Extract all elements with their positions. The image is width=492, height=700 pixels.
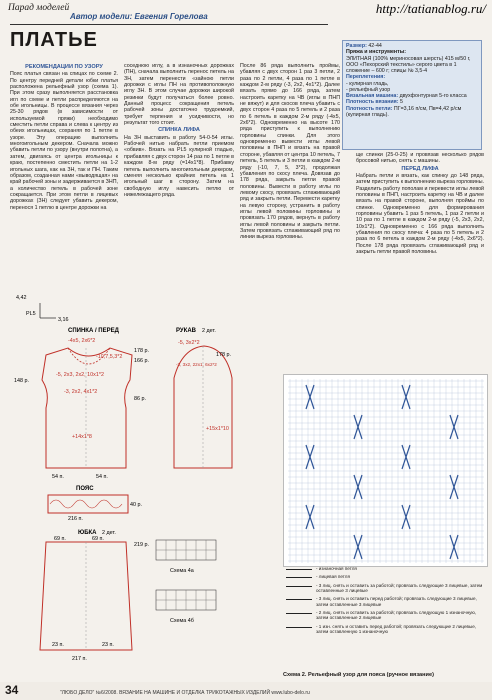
stitch-1: - кулирная гладь, <box>346 80 389 87</box>
stitch-label: Переплетения: <box>346 74 386 81</box>
scheme4b-lines <box>156 590 216 610</box>
belt-cable <box>50 500 122 508</box>
yarn-label: Пряжа и инструменты: <box>346 49 407 56</box>
bf-note-neck-back: -10,7,5,3*2 <box>96 354 123 360</box>
sleeve-note-cap: -3, 3x2, 22x1, 6x2*2 <box>176 362 217 367</box>
stitch-density-label: Плотность петли: <box>346 105 393 112</box>
legend-text: - 3 лиц. снять и оставить за работой; провязать следующие 3 лицевые, затем оставленные 3 лицевые <box>316 582 483 593</box>
column-armholes <box>240 63 340 375</box>
legend-symbol <box>286 566 312 570</box>
legend-row <box>286 583 486 593</box>
machine-value: двухфонтурная 5-го класса <box>399 93 467 99</box>
page-title: ПЛАТЬЕ <box>10 29 98 51</box>
sleeve-note-side: +15x1*10 <box>206 426 229 432</box>
heading-back-bodice: СПИНКА ЛИФА <box>158 127 200 134</box>
bf-row-86: 86 р. <box>134 396 146 402</box>
sleeve-count: 2 дет. <box>202 328 216 334</box>
ruler-label-2: PL5 <box>26 311 36 317</box>
skirt-bottom-right: 23 п. <box>102 642 114 648</box>
bf-row-178: 178 р. <box>134 348 149 354</box>
legend-row <box>286 574 486 579</box>
bf-note-side: +14x1*8 <box>72 434 92 440</box>
back-bodice-text: На ЗН выставить в работу 54-0-54 иглы. Рабочей нитью набрать петли приемом «обвив». Вязать на PL5 кулирной гладью, прибавляя с двух сторон 14 раз по 1 петле в каждом 8-м ряду (=14x1*8). Прибавку петель выполнить многоигольным декером, сменяя несколько крайних петель на 1 игольный шаг в сторону. Затем на свободную иглу навесить петлю от нижележащего ряда. <box>124 134 234 198</box>
recommendations-text: Пояс платья связан на спицах по схеме 2. По центру передней детали юбки платья расположена рельефный узор (схема 1). При этом сразу выполняется расстановка игл по схеме и петли распределяются на обе игольницы. В процессе вязания через 25-30 рядов (в зависимости от используемой пряжи) необходимо сместить петли справа и слева к центру из обеих игольницах, сохраняя по 1 петле в узоре. Эту операцию выполнить многоигольным декером. Сначала можно убавить петли по узору (внутри полотна), а затем, двигаясь от центра игольницы к краю, постепенно сместить петли на 1-2 игольных шага, как на ЗН, так и ПН. Таким образом, созданная нами «выводящая» на край рабочей зоны и задерживается в ЗНП, а количество петель в рабочей зоне сокращается. При этом петли в лицевых дорожках (ЗН) следует убавить декером, перенося 1 петлю в центре дорожки на <box>10 71 118 211</box>
bf-row-166: 166 р. <box>134 358 149 364</box>
bf-width-right: 54 п. <box>96 474 108 480</box>
sleeve-row-178: 178 р. <box>216 352 231 358</box>
label-belt: ПОЯС <box>76 486 94 492</box>
legend-text: - 3 лиц. снять и оставить перед работой; провязать следующие 3 лицевые, затем оставленные 3 лицевые <box>316 596 477 607</box>
skirt-top-left: 69 п. <box>54 536 66 542</box>
legend-symbol <box>286 596 312 600</box>
legend-row <box>286 624 486 634</box>
belt-width: 216 п. <box>68 516 83 522</box>
scheme2-legend <box>286 566 486 668</box>
density-value: 5 <box>400 99 403 106</box>
scheme2-chart <box>283 374 488 567</box>
machine-label: Вязальная машина: <box>346 93 399 99</box>
skirt-top-right: 69 п. <box>92 536 104 542</box>
legend-row <box>286 566 486 571</box>
legend-row <box>286 610 486 620</box>
stitch-density-value: ПГ=3,16 п/см, Пв=4,42 р/см (кулирная гладь). <box>346 105 462 118</box>
legend-symbol <box>286 574 312 578</box>
scheme4a-label: Схема 4а <box>170 568 194 574</box>
skirt-count: 2 дет. <box>102 530 116 536</box>
scheme2-cells <box>288 379 484 563</box>
size-value: 42-44 <box>368 43 382 49</box>
armholes-text: После 86 ряда выполнить проймы, убавляя с двух сторон 1 раз 3 петли, 2 раза по 2 петли, 4 раза по 1 петле в каждом 2-м ряду (-3, 2x2, 4x1*2). Далее вязать прямо до 166 ряда, затем настроить каретку на ЧВ (иглы в ПНП не вяжут) и для скосов плеча убавить с двух сторон 4 раза по 5 петель и 2 раза по 6 петель в каждом 2-м ряду (-4x5, 2x6*2). Одновременно на высоте 170 ряда приступить к выполнению горловины спинки. Для этого одновременно вывести иглы левой половины в ПНП и вязать на правой стороне, убавляя от центра 10 петель, 7 петель, 5 петель и 3 петли в каждом 2-м ряду (-10, 7, 5, 3*2), продолжая убавления по скосу плеча. Довязав до 178 ряда, закрыть петли правой половины. Вывести в работу иглы по левому скосу, провязать сглаживающий ряд и закрыть петли. Перевести каретку на левую сторону, устранить в работу иглы левой половины горловины и провязать 170 рядов, вернуть в работу иглы левой половины и закрыть петли. Затем провязать сглаживающий ряд по линии выреза горловины. <box>240 63 340 241</box>
label-skirt: ЮБКА <box>78 530 97 536</box>
bf-width-left: 54 п. <box>52 474 64 480</box>
footer-text: "ЛЮБО ДЕЛО" №6/2008. ВЯЗАНИЕ НА МАШИНЕ И ОТДЕЛКА ТРИКОТАЖНЫХ ИЗДЕЛИЙ www.lubo-delo.ru <box>60 690 310 696</box>
density-label: Плотность вязания: <box>346 99 399 106</box>
front-intro-text: ще спинки (25-0-25) и провязав несколько рядов бросовой нитью, снять с машины. <box>356 152 484 165</box>
ruler-label-1: 4,42 <box>16 295 27 301</box>
continued-text: соседнюю иглу, а в изнаночных дорожках (ПН), сначала выполнить перенос петель на ЗН, затем перенести «зайною петли дорожки с иглы ПН на противоположную иглу ЗН. В этом случае дорожки широкой резинки будут получаться более ровно. Данный процесс сокращения петель рабочей зоны достаточно трудоемкий, требует терпения и усидчивости, но результат того стоит. <box>124 63 234 127</box>
legend-text: - изнаночная петля <box>316 566 357 571</box>
label-back-front: СПИНКА / ПЕРЕД <box>68 328 119 334</box>
belt-outline <box>48 495 128 513</box>
skirt-bottom-left: 23 п. <box>52 642 64 648</box>
back-front-outline <box>42 348 132 468</box>
scheme4a-lines <box>156 540 216 560</box>
stitch-2: - рельефный узор <box>346 86 391 93</box>
yarn-value: ЭЛИТНАЯ (100% мериносовая шерсть) 415 м/50 г, ООО «Пехорский текстиль» серого цвета в 1 сложение – 600 г; спицы № 3,5-4 <box>346 55 471 74</box>
site-url-watermark[interactable]: http://tatianablog.ru/ <box>375 1 486 16</box>
legend-row <box>286 596 486 606</box>
section-title: Парад моделей <box>8 3 70 13</box>
scheme2-grid <box>284 375 489 568</box>
front-bodice-text: Набрать петли и вязать, как спинку до 148 ряда, затем приступить к выполнению выреза горловины. Разделить работу пополам и перевести иглы левой половины в ПНП, настроить каретку на ЧВ и далее вязать на правой стороне, выполняя проймы по спинке. Одновременно для формирования горловины убавить 1 раз 5 петель, 1 раз 2 петли и 10 раз по 1 петле в каждом 2-м ряду (-5, 2x3, 2x2, 10x1*2). Одновременно с 166 ряда выполнить убавления по скосу плеча: 4 раза по 5 петель и 2 раза по 6 петель в каждом 2-м ряду (-4x5, 2x6*2). После 178 ряда провязать сглаживающий ряд и закрыть петли правой половины. <box>356 173 484 256</box>
page-number: 34 <box>5 683 19 697</box>
ruler-label-3: 3,16 <box>58 317 69 323</box>
scheme4b-label: Схема 4б <box>170 618 194 624</box>
size-label: Размер: <box>346 43 367 49</box>
legend-symbol <box>286 624 312 628</box>
legend-symbol <box>286 583 312 587</box>
column-back-bodice <box>124 63 234 285</box>
column-pattern-recommendations <box>10 63 118 285</box>
pattern-drawings <box>6 290 246 670</box>
skirt-bottom-width: 217 п. <box>72 656 87 662</box>
header-rule <box>10 24 328 25</box>
spec-box <box>342 40 482 150</box>
legend-text: - 2 лиц. снять и оставить за работой; провязать следующую 1 изнаночную, затем оставленные 2 лицевые <box>316 609 477 621</box>
legend-text: - лицевая петля <box>316 574 350 580</box>
legend-symbol <box>286 610 312 614</box>
author-line: Автор модели: Евгения Горелова <box>70 12 208 21</box>
bf-row-148: 148 р. <box>14 378 29 384</box>
bf-note-armhole: -3, 2x2, 4x1*2 <box>64 389 98 395</box>
skirt-rows: 219 р. <box>134 542 149 548</box>
scheme2-caption: Схема 2. Рельефный узор для пояса (ручное вязание) <box>283 672 434 678</box>
bf-note-neck-front: -5, 2x3, 2x2, 10x1*2 <box>56 372 104 378</box>
column-front-bodice <box>356 152 484 297</box>
heading-front-bodice: ПЕРЕД ЛИФА <box>401 165 439 172</box>
bf-note-shoulder: -4x5, 2x6*2 <box>68 338 96 344</box>
label-sleeve: РУКАВ <box>176 328 196 334</box>
legend-text: - 1 изн. снять и оставить перед работой; провязать следующие 2 лицевые, затем оставленную 1 изнаночную <box>316 623 477 634</box>
heading-recommendations: РЕКОМЕНДАЦИИ ПО УЗОРУ <box>25 64 103 70</box>
sleeve-note-top: -5, 3x2*2 <box>178 340 200 346</box>
belt-rows: 40 р. <box>130 502 142 508</box>
